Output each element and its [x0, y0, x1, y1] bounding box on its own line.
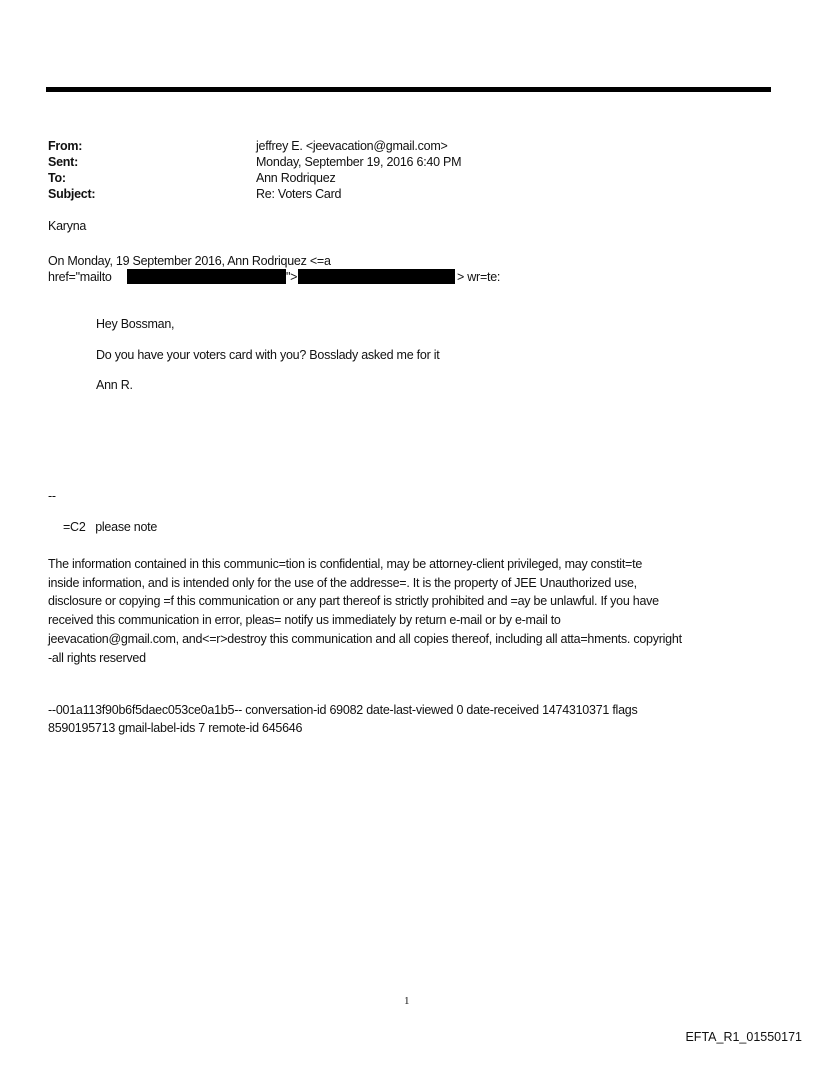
quote-href-close: "> [286, 270, 298, 284]
quoted-line: Ann R. [96, 378, 133, 392]
disclaimer-line: received this communication in error, pleas= notify us immediately by return e-mail or by e-mail to [48, 613, 561, 628]
metadata-line: 8590195713 gmail-label-ids 7 remote-id 645646 [48, 721, 303, 735]
disclaimer-line: The information contained in this communic=tion is confidential, may be attorney-client privileged, may constit=te [48, 557, 643, 571]
metadata-line: --001a113f90b6f5daec053ce0a1b5-- conversation-id 69082 date-last-viewed 0 date-received 1474310371 flags [48, 703, 638, 717]
to-value: Ann Rodriquez [256, 171, 336, 185]
signature-separator: -- [48, 489, 56, 503]
redaction-box [298, 269, 455, 284]
please-note: =C2 please note [63, 520, 158, 534]
quote-intro: On Monday, 19 September 2016, Ann Rodriquez <=a [48, 254, 331, 268]
quote-href: href="mailto [48, 270, 112, 284]
from-label: From: [48, 139, 83, 153]
sent-label: Sent: [48, 155, 78, 169]
sent-value: Monday, September 19, 2016 6:40 PM [256, 155, 462, 169]
header-rule [46, 87, 771, 92]
redaction-box [127, 269, 286, 284]
subject-value: Re: Voters Card [256, 187, 342, 201]
quote-wrote: > wr=te: [457, 270, 501, 284]
quoted-line: Hey Bossman, [96, 317, 175, 331]
from-value: jeffrey E. <jeevacation@gmail.com> [256, 139, 448, 153]
subject-label: Subject: [48, 187, 96, 201]
disclaimer-line: -all rights reserved [48, 650, 146, 665]
quoted-line: Do you have your voters card with you? Bosslady asked me for it [96, 348, 440, 362]
disclaimer-line: disclosure or copying =f this communication or any part thereof is strictly prohibited and =ay be unlawful. If you have [48, 594, 659, 609]
disclaimer-line: jeevacation@gmail.com, and<=r>destroy this communication and all copies thereof, including all atta=hments. copyright [48, 631, 682, 646]
disclaimer [48, 555, 682, 667]
disclaimer-line: inside information, and is intended only for the use of the addresse=. It is the property of JEE Unauthorized use, [48, 575, 637, 590]
greeting: Karyna [48, 219, 87, 233]
document-id: EFTA_R1_01550171 [685, 1030, 802, 1044]
message-metadata [48, 701, 637, 737]
to-label: To: [48, 171, 66, 185]
page-number: 1 [404, 995, 410, 1007]
